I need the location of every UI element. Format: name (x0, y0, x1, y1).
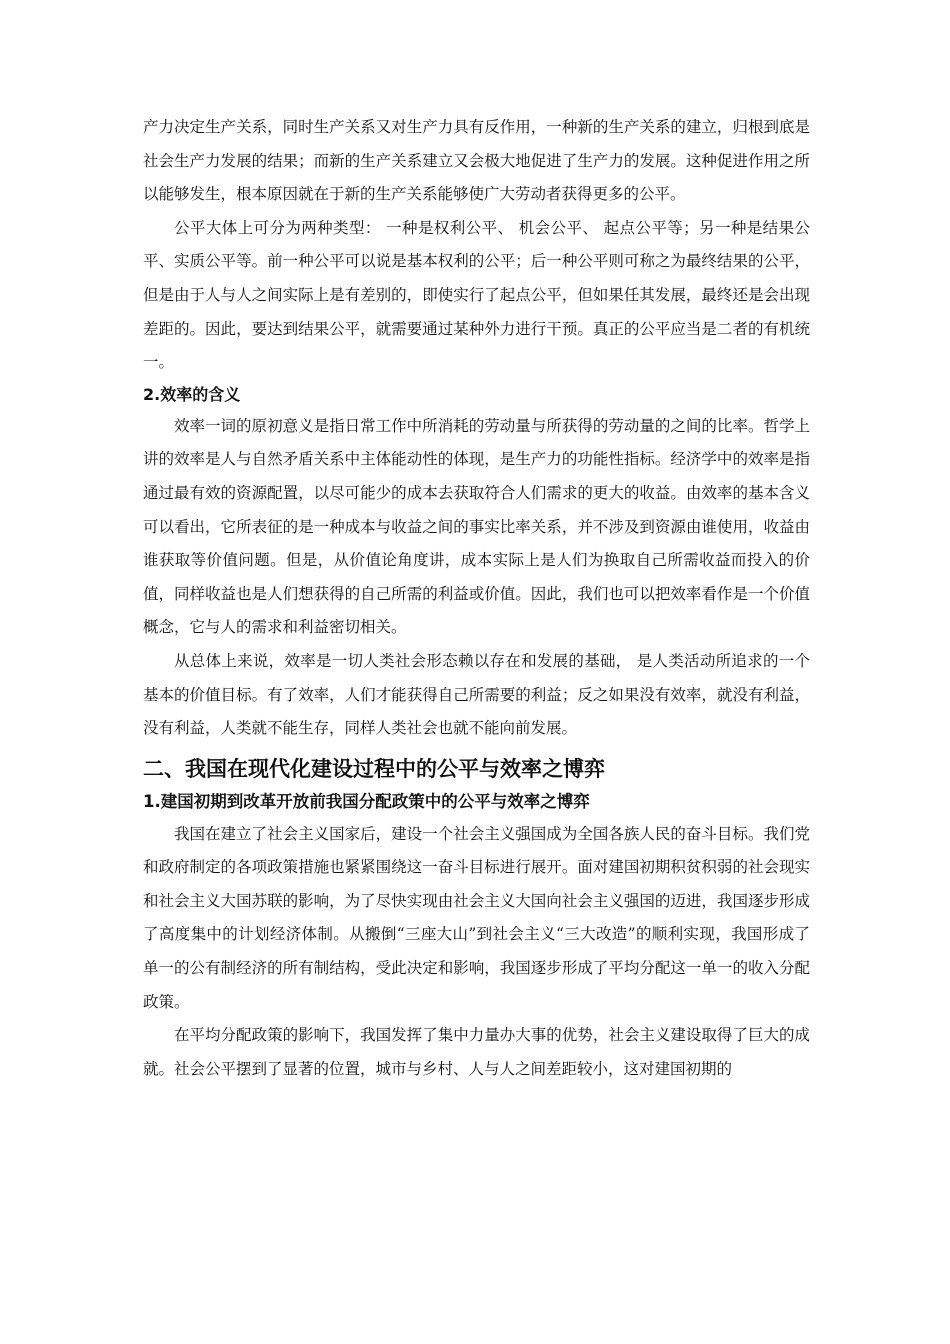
subsection-heading-1: 1.建国初期到改革开放前我国分配政策中的公平与效率之博弈 (143, 791, 590, 811)
paragraph-efficiency-overall: 从总体上来说，效率是一切人类社会形态赖以存在和发展的基础， 是人类活动所追求的一个基本的价值目标。有了效率，人们才能获得自己所需要的利益；反之如果没有效率，就没有利益，没有利益，人类就不能生存，同样人类社会也就不能向前发展。 (143, 651, 810, 738)
paragraph-planned-economy: 我国在建立了社会主义国家后，建设一个社会主义强国成为全国各族人民的奋斗目标。我们党和政府制定的各项政策措施也紧紧围绕这一奋斗目标进行展开。面对建国初期积贫积弱的社会现实和社会主义大国苏联的影响，为了尽快实现由社会主义大国向社会主义强国的迈进，我国逐步形成了高度集中的计划经济体制。从搬倒“三座大山”到社会主义“三大改造”的顺利实现，我国形成了单一的公有制经济的所有制结构，受此决定和影响，我国逐步形成了平均分配这一单一的收入分配政策。 (143, 824, 810, 1011)
paragraph-productivity-relations: 产力决定生产关系，同时生产关系又对生产力具有反作用，一种新的生产关系的建立，归根到底是社会生产力发展的结果；而新的生产关系建立又会极大地促进了生产力的发展。这种促进作用之所以能够发生，根本原因就在于新的生产关系能够使广大劳动者获得更多的公平。 (143, 118, 810, 204)
section-heading-2: 二、我国在现代化建设过程中的公平与效率之博弈 (143, 756, 605, 781)
heading-efficiency-meaning: 2.效率的含义 (143, 384, 241, 404)
paragraph-equal-distribution: 在平均分配政策的影响下，我国发挥了集中力量办大事的优势，社会主义建设取得了巨大的成就。社会公平摆到了显著的位置，城市与乡村、人与人之间差距较小，这对建国初期的 (143, 1026, 810, 1078)
paragraph-fairness-types: 公平大体上可分为两种类型： 一种是权利公平、 机会公平、 起点公平等；另一种是结果公平、实质公平等。前一种公平可以说是基本权利的公平；后一种公平则可称之为最终结果的公平，但是由于人与人之间实际上是有差别的，即使实行了起点公平，但如果任其发展，最终还是会出现差距的。因此，要达到结果公平，就需要通过某种外力进行干预。真正的公平应当是二者的有机统一。 (143, 218, 810, 372)
document-page (143, 111, 810, 1086)
paragraph-efficiency-definition: 效率一词的原初意义是指日常工作中所消耗的劳动量与所获得的劳动量的之间的比率。哲学上讲的效率是人与自然矛盾关系中主体能动性的体现，是生产力的功能性指标。经济学中的效率是指通过最有效的资源配置，以尽可能少的成本去获取符合人们需求的更大的收益。由效率的基本含义可以看出，它所表征的是一种成本与收益之间的事实比率关系，并不涉及到资源由谁使用，收益由谁获取等价值问题。但是，从价值论角度讲，成本实际上是人们为换取自己所需收益而投入的价值，同样收益也是人们想获得的自己所需的利益或价值。因此，我们也可以把效率看作是一个价值概念，它与人的需求和利益密切相关。 (143, 416, 810, 637)
